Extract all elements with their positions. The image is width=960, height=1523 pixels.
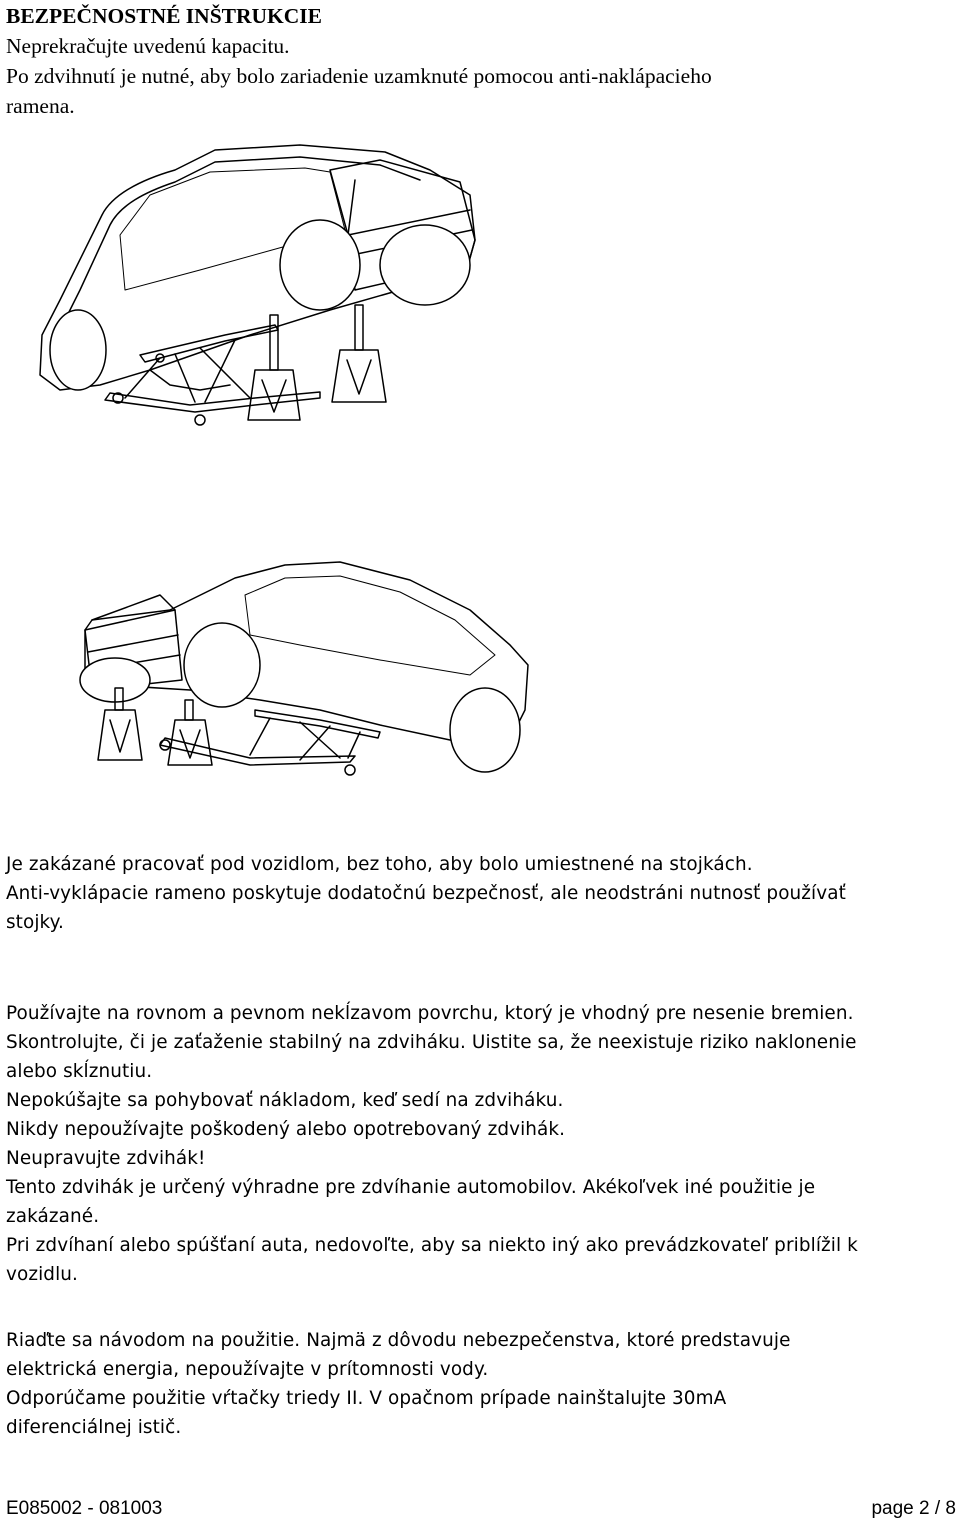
footer-page-number: page 2 / 8 xyxy=(871,1498,956,1519)
usage-line: Nikdy nepoužívajte poškodený alebo opotrebovaný zdvihák. xyxy=(6,1119,566,1140)
usage-line: Nepokúšajte sa pohybovať nákladom, keď sedí na zdviháku. xyxy=(6,1090,564,1111)
usage-line: Tento zdvihák je určený výhradne pre zdvíhanie automobilov. Akékoľvek iné použitie je xyxy=(6,1177,816,1198)
header-line: ramena. xyxy=(6,94,75,118)
warning-line: Je zakázané pracovať pod vozidlom, bez toho, aby bolo umiestnené na stojkách. xyxy=(6,854,753,875)
footer-document-code: E085002 - 081003 xyxy=(6,1498,163,1519)
usage-block xyxy=(6,999,858,1289)
jack-illustration xyxy=(0,140,960,840)
electrical-line: elektrická energia, nepoužívajte v prítomnosti vody. xyxy=(6,1359,489,1380)
warning-line: stojky. xyxy=(6,912,64,933)
header-line: Neprekračujte uvedenú kapacitu. xyxy=(6,34,290,58)
usage-line: Pri zdvíhaní alebo spúšťaní auta, nedovoľte, aby sa niekto iný ako prevádzkovateľ priblížil k xyxy=(6,1235,858,1256)
electrical-line: Odporúčame použitie vŕtačky triedy II. V opačnom prípade nainštalujte 30mA xyxy=(6,1388,727,1409)
car-on-jack-stands-rear-view-drawing xyxy=(40,145,475,425)
usage-line: vozidlu. xyxy=(6,1264,78,1285)
electrical-line: diferenciálnej istič. xyxy=(6,1417,182,1438)
electrical-block xyxy=(6,1326,790,1442)
safety-header xyxy=(6,1,712,121)
warning-block xyxy=(6,850,846,937)
usage-line: alebo skĺznutiu. xyxy=(6,1061,153,1082)
usage-line: zakázané. xyxy=(6,1206,100,1227)
usage-line: Neupravujte zdvihák! xyxy=(6,1148,206,1169)
section-title: BEZPEČNOSTNÉ INŠTRUKCIE xyxy=(6,4,323,28)
usage-line: Používajte na rovnom a pevnom nekĺzavom povrchu, ktorý je vhodný pre nesenie bremien. xyxy=(6,1003,854,1024)
electrical-line: Riaďte sa návodom na použitie. Najmä z dôvodu nebezpečenstva, ktoré predstavuje xyxy=(6,1330,791,1351)
header-line: Po zdvihnutí je nutné, aby bolo zariadenie uzamknuté pomocou anti-naklápacieho xyxy=(6,64,712,88)
warning-line: Anti-vyklápacie rameno poskytuje dodatočnú bezpečnosť, ale neodstráni nutnosť používať xyxy=(6,883,846,904)
car-on-jack-stands-front-view-drawing xyxy=(80,562,528,775)
usage-line: Skontrolujte, či je zaťaženie stabilný na zdviháku. Uistite sa, že neexistuje riziko naklonenie xyxy=(6,1032,857,1053)
